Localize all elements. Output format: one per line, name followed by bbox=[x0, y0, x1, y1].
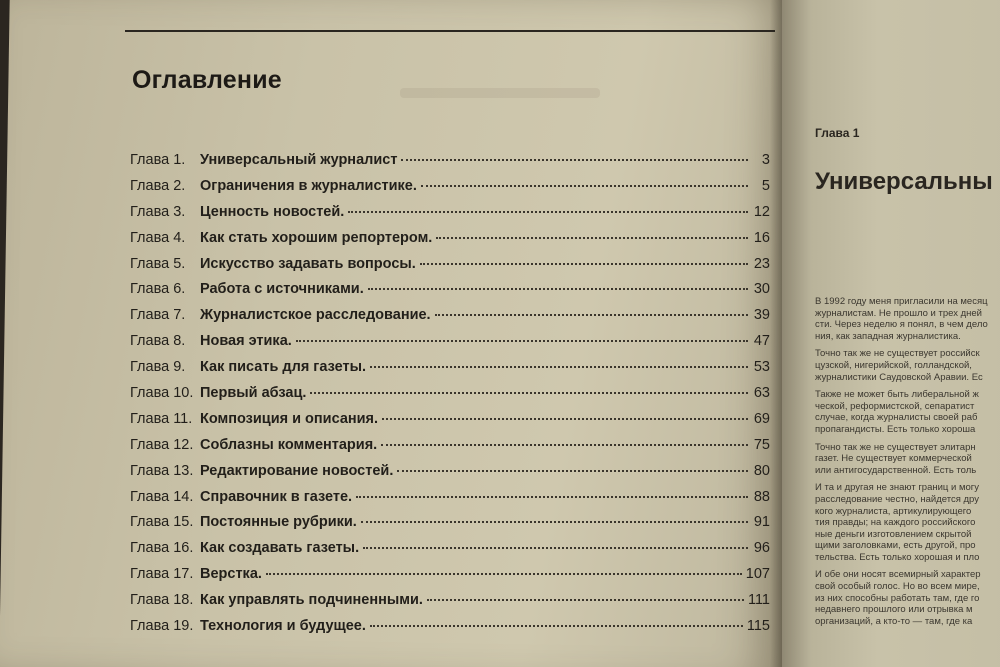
text-line: или антигосударственной. Есть толь bbox=[815, 464, 977, 476]
text-line: И та и другая не знают границ и могу bbox=[815, 482, 979, 494]
chapter-number: Глава 11. bbox=[130, 410, 193, 427]
dot-leader bbox=[310, 392, 748, 394]
page-number: 12 bbox=[753, 203, 770, 220]
toc-entry bbox=[130, 618, 770, 644]
paragraph bbox=[815, 348, 1000, 383]
chapter-number: Глава 1. bbox=[130, 152, 186, 168]
page-number: 47 bbox=[753, 333, 770, 350]
page-number: 111 bbox=[747, 592, 770, 609]
page-number: 80 bbox=[753, 462, 770, 479]
dot-leader bbox=[348, 211, 748, 213]
page-number: 39 bbox=[753, 307, 770, 324]
dot-leader bbox=[368, 288, 748, 290]
page-number: 30 bbox=[753, 281, 770, 298]
chapter-name: Как писать для газеты. bbox=[200, 359, 366, 376]
chapter-name: Соблазны комментария. bbox=[200, 436, 378, 453]
text-line: ния, как западная журналистика. bbox=[815, 330, 961, 342]
text-line: журналистики Саудовской Аравии. Ес bbox=[815, 371, 983, 383]
chapter-number: Глава 12. bbox=[130, 436, 194, 453]
body-text bbox=[815, 296, 1000, 633]
chapter-number: Глава 7. bbox=[130, 307, 186, 324]
chapter-name: Ограничения в журналистике. bbox=[200, 177, 417, 194]
toc-entry bbox=[130, 204, 770, 230]
text-line: цузской, нигерийской, голландской, bbox=[815, 359, 972, 371]
dot-leader bbox=[382, 418, 748, 420]
chapter-name: Постоянные рубрики. bbox=[200, 514, 357, 531]
dot-leader bbox=[370, 625, 743, 627]
paragraph bbox=[815, 569, 1000, 627]
dot-leader bbox=[436, 237, 748, 239]
page-number: 75 bbox=[753, 436, 770, 453]
toc-entry bbox=[130, 437, 770, 463]
text-line: Точно так же не существует российск bbox=[815, 348, 980, 360]
text-line: И обе они носят всемирный характер bbox=[815, 569, 981, 581]
dot-leader bbox=[370, 366, 748, 368]
bleed-through-text bbox=[400, 88, 600, 98]
chapter-number: Глава 9. bbox=[130, 359, 186, 376]
chapter-name: Ценность новостей. bbox=[200, 203, 345, 220]
chapter-name: Верстка. bbox=[200, 566, 262, 583]
text-line: тельства. Есть только хорошая и пло bbox=[815, 551, 980, 563]
text-line: В 1992 году меня пригласили на месяц bbox=[815, 296, 988, 307]
toc-entry bbox=[130, 307, 770, 333]
dot-leader bbox=[420, 263, 748, 265]
page-number: 63 bbox=[753, 385, 770, 402]
page-title: Оглавление bbox=[132, 66, 282, 94]
text-line: Также не может быть либеральной ж bbox=[815, 389, 979, 401]
page-number: 96 bbox=[753, 540, 770, 557]
dot-leader bbox=[427, 599, 744, 601]
chapter-number: Глава 5. bbox=[130, 255, 186, 272]
chapter-number: Глава 17. bbox=[130, 566, 194, 583]
chapter-name: Редактирование новостей. bbox=[200, 462, 394, 479]
chapter-number: Глава 4. bbox=[130, 229, 186, 246]
page-number: 107 bbox=[745, 566, 770, 583]
chapter-number: Глава 8. bbox=[130, 333, 186, 350]
toc-entry bbox=[130, 411, 770, 437]
chapter-name: Журналистское расследование. bbox=[200, 307, 431, 324]
text-line: из них способны работать там, где го bbox=[815, 592, 980, 604]
toc-list bbox=[130, 152, 770, 644]
chapter-name: Работа с источниками. bbox=[200, 281, 364, 298]
dot-leader bbox=[296, 340, 748, 342]
chapter-number: Глава 14. bbox=[130, 488, 194, 505]
text-line: Точно так же не существует элитарн bbox=[815, 441, 976, 453]
page-number: 16 bbox=[753, 229, 770, 246]
text-line: газет. Не существует коммерческой bbox=[815, 453, 972, 465]
chapter-title: Универсальны bbox=[815, 168, 993, 195]
chapter-number: Глава 19. bbox=[130, 618, 194, 635]
page-number: 3 bbox=[761, 152, 770, 168]
chapter-name: Как стать хорошим репортером. bbox=[200, 229, 433, 246]
toc-entry bbox=[130, 566, 770, 592]
chapter-number: Глава 10. bbox=[130, 385, 194, 402]
toc-entry bbox=[130, 385, 770, 411]
toc-entry bbox=[130, 230, 770, 256]
chapter-name: Справочник в газете. bbox=[200, 488, 353, 505]
text-line: сти. Через неделю я понял, в чем дело bbox=[815, 319, 988, 331]
text-line: организаций, а кто-то — там, где ка bbox=[815, 615, 973, 627]
text-line: недавнего прошлого или отрывка м bbox=[815, 604, 973, 616]
dot-leader bbox=[363, 547, 748, 549]
dot-leader bbox=[435, 314, 748, 316]
chapter-name: Как управлять подчиненными. bbox=[200, 592, 423, 609]
toc-entry bbox=[130, 178, 770, 204]
toc-entry bbox=[130, 333, 770, 359]
chapter-name: Технология и будущее. bbox=[200, 618, 366, 635]
paragraph bbox=[815, 296, 1000, 342]
chapter-number: Глава 2. bbox=[130, 177, 186, 194]
text-line: журналистам. Не прошло и трех дней bbox=[815, 307, 982, 319]
chapter-name: Искусство задавать вопросы. bbox=[200, 255, 416, 272]
toc-entry bbox=[130, 463, 770, 489]
chapter-name: Первый абзац. bbox=[200, 385, 307, 402]
chapter-number: Глава 3. bbox=[130, 203, 186, 220]
text-line: ческой, реформистской, сепаратист bbox=[815, 400, 975, 412]
text-line: пропагандисты. Есть только хороша bbox=[815, 423, 976, 435]
page-number: 88 bbox=[753, 488, 770, 505]
text-line: щими заголовками, есть другой, про bbox=[815, 540, 976, 552]
page-number: 91 bbox=[753, 514, 770, 531]
dot-leader bbox=[381, 444, 748, 446]
chapter-name: Композиция и описания. bbox=[200, 410, 379, 427]
toc-entry bbox=[130, 359, 770, 385]
chapter-number: Глава 15. bbox=[130, 514, 194, 531]
text-line: свой особый голос. Но во всем мире, bbox=[815, 581, 980, 593]
toc-entry bbox=[130, 540, 770, 566]
chapter-label: Глава 1 bbox=[815, 126, 860, 140]
dot-leader bbox=[361, 521, 748, 523]
toc-entry bbox=[130, 281, 770, 307]
toc-entry bbox=[130, 514, 770, 540]
page-number: 23 bbox=[753, 255, 770, 272]
dot-leader bbox=[356, 496, 748, 498]
chapter-number: Глава 6. bbox=[130, 281, 186, 298]
toc-entry bbox=[130, 592, 770, 618]
text-line: ные деньги изготовлением скрытой bbox=[815, 528, 972, 540]
dot-leader bbox=[397, 470, 748, 472]
chapter-name: Как создавать газеты. bbox=[200, 540, 360, 557]
chapter-number: Глава 13. bbox=[130, 462, 194, 479]
toc-entry bbox=[130, 256, 770, 282]
paragraph bbox=[815, 389, 1000, 435]
paragraph bbox=[815, 482, 1000, 563]
header-rule bbox=[125, 30, 775, 32]
dot-leader bbox=[421, 185, 748, 187]
page-number: 5 bbox=[761, 177, 770, 194]
text-line: расследование честно, найдется дру bbox=[815, 493, 979, 505]
page-number: 53 bbox=[753, 359, 770, 376]
chapter-name: Универсальный журналист bbox=[200, 152, 398, 168]
dot-leader bbox=[401, 159, 748, 161]
toc-entry bbox=[130, 152, 770, 178]
chapter-number: Глава 16. bbox=[130, 540, 194, 557]
dot-leader bbox=[266, 573, 742, 575]
page-number: 69 bbox=[753, 410, 770, 427]
text-line: случае, когда журналисты своей раб bbox=[815, 412, 978, 424]
page-number: 115 bbox=[746, 618, 770, 635]
chapter-number: Глава 18. bbox=[130, 592, 194, 609]
text-line: кого журналиста, артикулирующего bbox=[815, 505, 972, 517]
text-line: тия правды; на каждого российского bbox=[815, 517, 976, 529]
toc-entry bbox=[130, 489, 770, 515]
paragraph bbox=[815, 442, 1000, 477]
chapter-name: Новая этика. bbox=[200, 333, 292, 350]
